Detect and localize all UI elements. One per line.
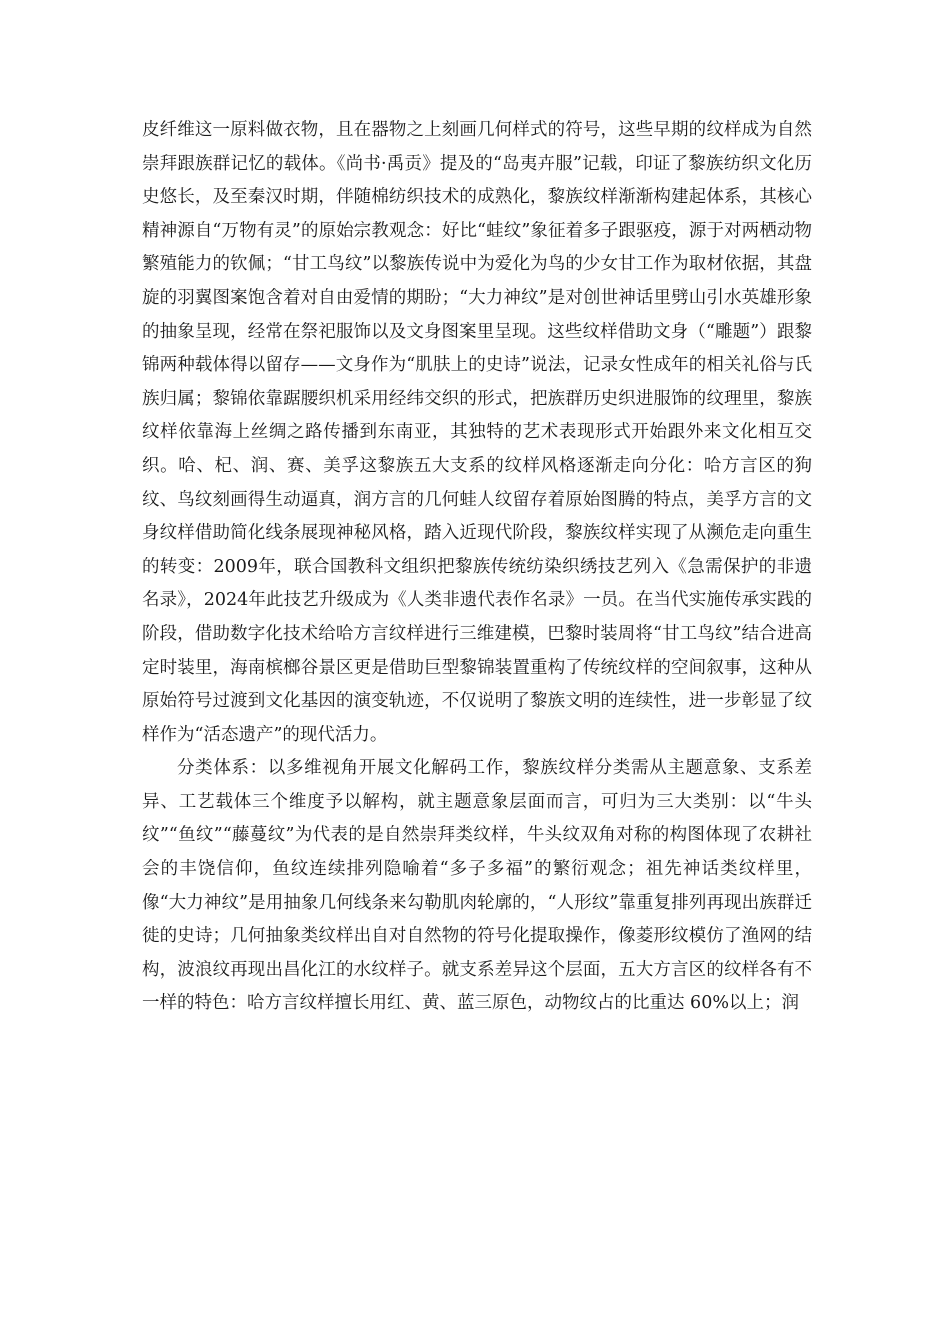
paragraph-continued: 皮纤维这一原料做衣物，且在器物之上刻画几何样式的符号，这些早期的纹样成为自然崇拜跟族群记忆的载体。《尚书·禹贡》提及的“岛夷卉服”记载，印证了黎族纺织文化历史悠长，及至秦汉时期，伴随棉纺织技术的成熟化，黎族纹样渐渐构建起体系，其核心精神源自“万物有灵”的原始宗教观念：好比“蛙纹”象征着多子跟驱疫，源于对两栖动物繁殖能力的钦佩；“甘工鸟纹”以黎族传说中为爱化为鸟的少女甘工作为取材依据，其盘旋的羽翼图案饱含着对自由爱情的期盼；“大力神纹”是对创世神话里劈山引水英雄形象的抽象呈现，经常在祭祀服饰以及文身图案里呈现。这些纹样借助文身（“雕题”）跟黎锦两种载体得以留存——文身作为“肌肤上的史诗”说法，记录女性成年的相关礼俗与氏族归属；黎锦依靠踞腰织机采用经纬交织的形式，把族群历史织进服饰的纹理里，黎族纹样依靠海上丝绸之路传播到东南亚，其独特的艺术表现形式开始跟外来文化相互交织。哈、杞、润、赛、美孚这黎族五大支系的纹样风格逐渐走向分化：哈方言区的狗纹、鸟纹刻画得生动逼真，润方言的几何蛙人纹留存着原始图腾的特点，美孚方言的文身纹样借助简化线条展现神秘风格，踏入近现代阶段，黎族纹样实现了从濒危走向重生的转变：2009年，联合国教科文组织把黎族传统纺染织绣技艺列入《急需保护的非遗名录》，2024年此技艺升级成为《人类非遗代表作名录》一员。在当代实施传承实践的阶段，借助数字化技术给哈方言纹样进行三维建模，巴黎时装周将“甘工鸟纹”结合进高定时装里，海南槟榔谷景区更是借助巨型黎锦装置重构了传统纹样的空间叙事，这种从原始符号过渡到文化基因的演变轨迹，不仅说明了黎族文明的连续性，进一步彰显了纹样作为“活态遗产”的现代活力。 [142,120,812,745]
paragraph-classification-system: 分类体系：以多维视角开展文化解码工作，黎族纹样分类需从主题意象、支系差异、工艺载体三个维度予以解构，就主题意象层面而言，可归为三大类别：以“牛头纹”“鱼纹”“藤蔓纹”为代表的是自然崇拜类纹样，牛头纹双角对称的构图体现了农耕社会的丰饶信仰，鱼纹连续排列隐喻着“多子多福”的繁衍观念；祖先神话类纹样里，像“大力神纹”是用抽象几何线条来勾勒肌肉轮廓的，“人形纹”靠重复排列再现出族群迁徙的史诗；几何抽象类纹样出自对自然物的符号化提取操作，像菱形纹模仿了渔网的结构，波浪纹再现出昌化江的水纹样子。就支系差异这个层面，五大方言区的纹样各有不一样的特色：哈方言纹样擅长用红、黄、蓝三原色，动物纹占的比重达 60%以上；润 [142,758,812,1014]
body-text [142,114,812,1021]
